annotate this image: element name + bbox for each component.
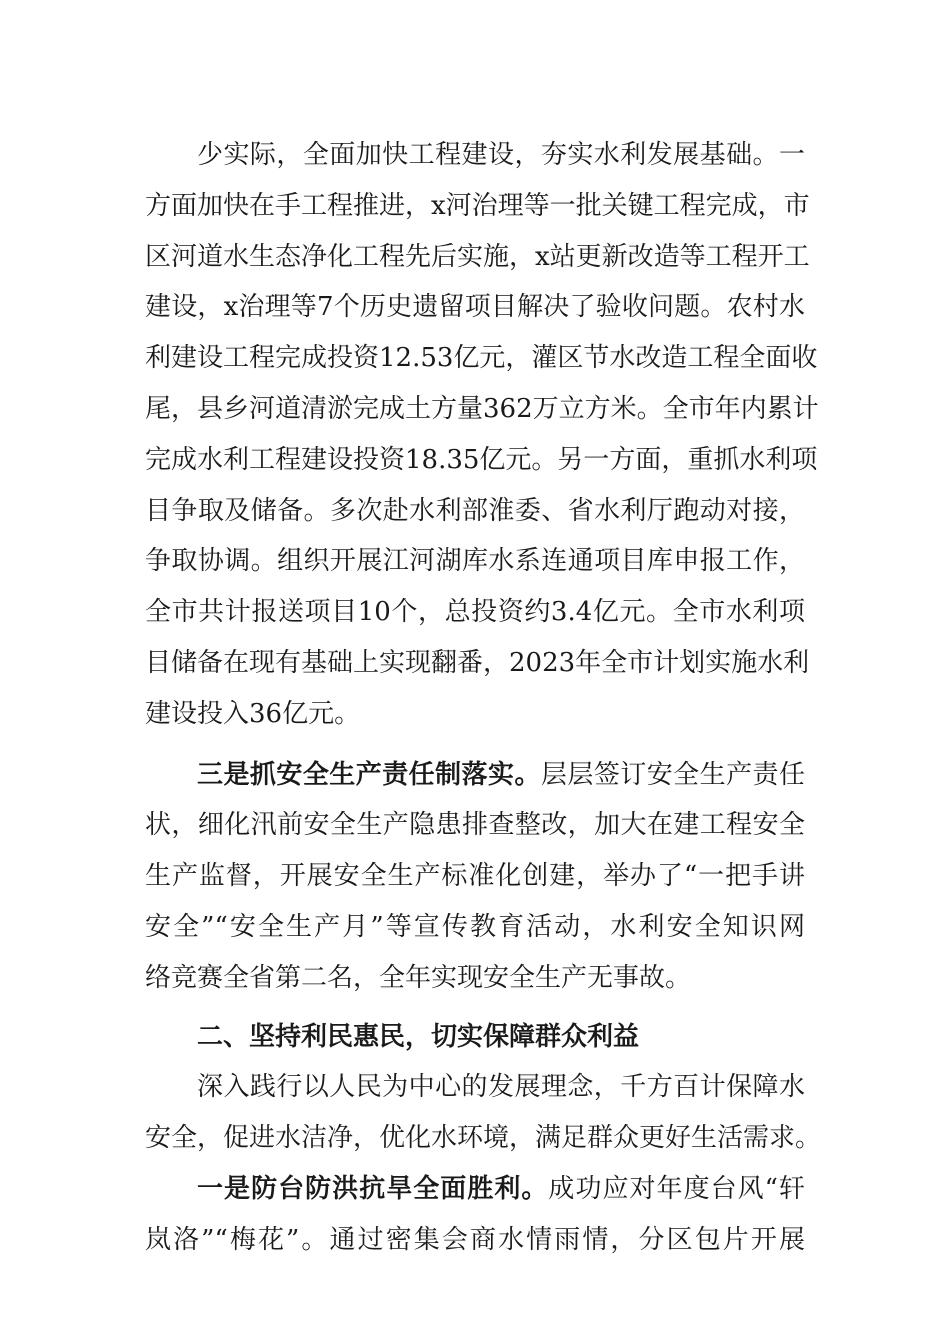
text-line: 岚洛”“梅花”。通过密集会商水情雨情，分区包片开展 — [145, 1224, 805, 1255]
document-body — [145, 130, 822, 1266]
text-line: 全市共计报送项目10个，总投资约3.4亿元。全市水利项 — [145, 597, 805, 628]
text-line — [145, 1164, 805, 1215]
paragraph-lead: 三是抓安全生产责任制落实。 — [197, 759, 541, 790]
paragraph-people-centered — [145, 1062, 822, 1164]
text-run: 层层签订安全生产责任 — [540, 759, 805, 790]
text-line: 状，细化汛前安全生产隐患排查整改，加大在建工程安全 — [145, 810, 805, 841]
text-line: 深入践行以人民为中心的发展理念，千方百计保障水 — [197, 1072, 805, 1103]
text-line: 生产监督，开展安全生产标准化创建，举办了“一把手讲 — [145, 861, 805, 892]
text-line: 争取协调。组织开展江河湖库水系连通项目库申报工作， — [145, 546, 805, 577]
text-line: 完成水利工程建设投资18.35亿元。另一方面，重抓水利项 — [145, 444, 818, 475]
paragraph-spacer — [145, 1004, 805, 1012]
text-run: 成功应对年度台风“轩 — [548, 1173, 805, 1204]
text-line: 目储备在现有基础上实现翻番，2023年全市计划实施水利 — [145, 647, 810, 678]
text-line: 少实际，全面加快工程建设，夯实水利发展基础。一 — [197, 140, 805, 170]
text-line — [145, 750, 805, 801]
section-heading: 二、坚持利民惠民，切实保障群众利益 — [197, 1021, 640, 1052]
text-line: 区河道水生态净化工程先后实施，x站更新改造等工程开工 — [145, 241, 810, 272]
paragraph-flood-control — [145, 1164, 805, 1266]
text-line: 建设，x治理等7个历史遗留项目解决了验收问题。农村水 — [145, 292, 805, 323]
text-line: 络竞赛全省第二名，全年实现安全生产无事故。 — [145, 962, 692, 993]
paragraph-construction — [145, 130, 819, 740]
text-line: 目争取及储备。多次赴水利部淮委、省水利厅跑动对接， — [145, 495, 805, 526]
text-line: 方面加快在手工程推进，x河治理等一批关键工程完成，市 — [145, 190, 810, 221]
text-line: 建设投入36亿元。 — [145, 698, 361, 729]
text-line: 安全”“安全生产月”等宣传教育活动，水利安全知识网 — [145, 911, 805, 942]
text-line: 利建设工程完成投资12.53亿元，灌区节水改造工程全面收 — [145, 343, 818, 374]
paragraph-spacer — [145, 740, 805, 750]
text-line: 尾，县乡河道清淤完成土方量362万立方米。全市年内累计 — [145, 393, 819, 424]
text-line: 安全，促进水洁净，优化水环境，满足群众更好生活需求。 — [145, 1123, 822, 1154]
paragraph-safety — [145, 750, 805, 1004]
paragraph-lead: 一是防台防洪抗旱全面胜利。 — [197, 1173, 549, 1204]
